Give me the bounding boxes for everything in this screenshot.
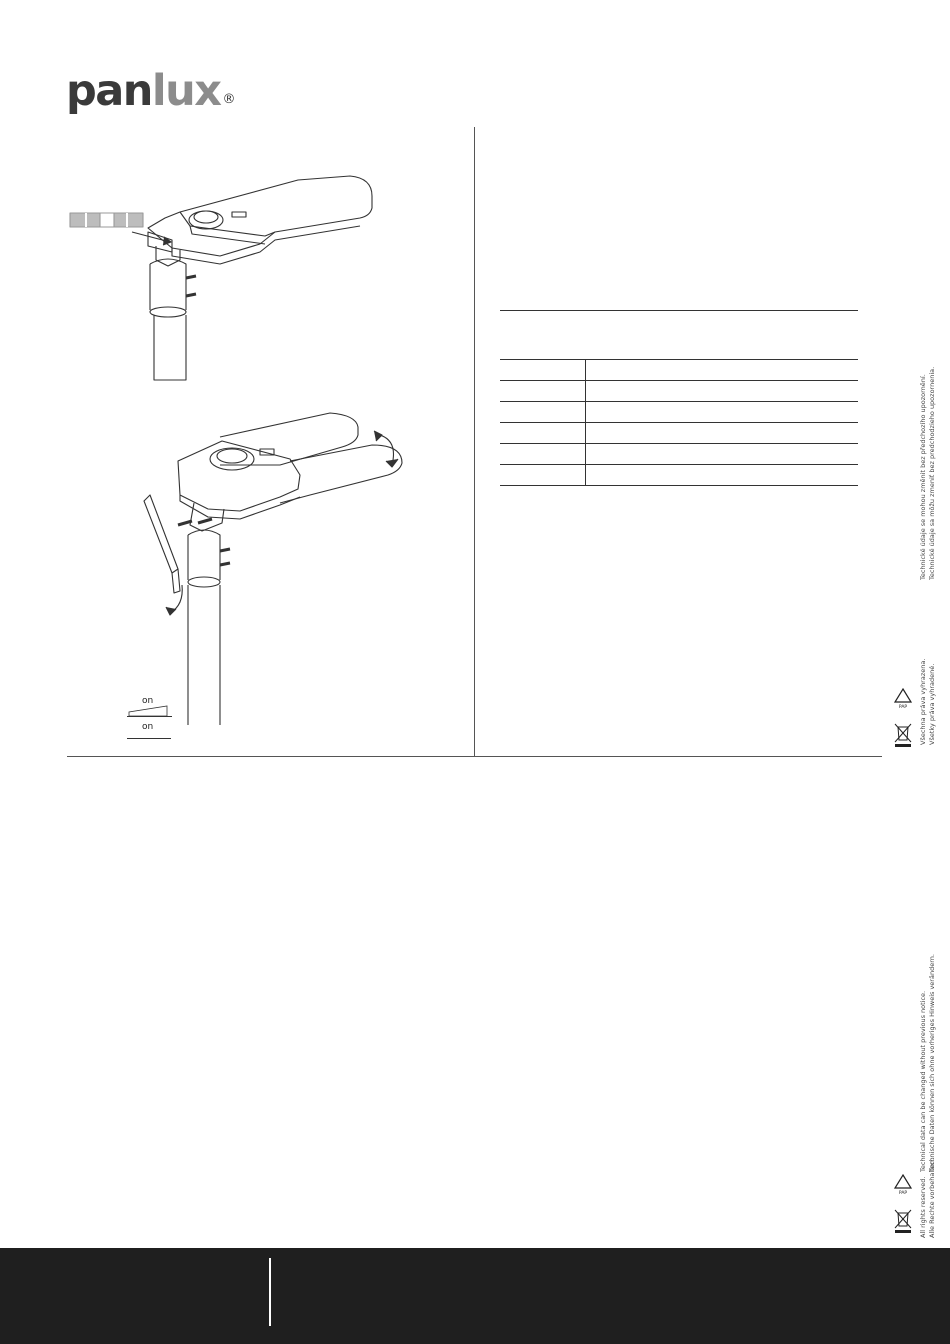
weee-crossed-bin-icon — [893, 722, 913, 748]
spec-table-row — [500, 402, 858, 423]
spec-value-cell — [586, 423, 859, 444]
spec-table-row — [500, 465, 858, 486]
spec-value-cell — [586, 360, 859, 381]
spec-table-row — [500, 423, 858, 444]
svg-text:PAP: PAP — [898, 705, 908, 710]
svg-text:PAP: PAP — [898, 1191, 908, 1196]
switch-position-icon — [127, 704, 172, 718]
switch-on-label-bottom: on — [142, 722, 154, 732]
spec-value-cell — [586, 402, 859, 423]
spec-table — [500, 359, 858, 486]
spec-title-rule — [500, 310, 858, 311]
tech-data-notice-en: Technical data can be changed without previous notice. — [919, 990, 927, 1172]
brand-name-part1: pan — [66, 66, 152, 116]
spec-table-row — [500, 381, 858, 402]
column-divider — [474, 127, 475, 757]
spec-label-cell — [500, 360, 586, 381]
section-divider — [67, 756, 882, 757]
rights-notice-cz: Všechna práva vyhrazena. — [919, 658, 927, 745]
brand-logo — [66, 66, 236, 116]
spec-table-row — [500, 444, 858, 465]
spec-value-cell — [586, 381, 859, 402]
spec-value-cell — [586, 465, 859, 486]
spec-label-cell — [500, 444, 586, 465]
footer-divider — [269, 1258, 271, 1326]
spec-table-row — [500, 360, 858, 381]
switch-off-line — [127, 738, 171, 739]
registered-mark: ® — [222, 92, 236, 107]
rights-notice-de: Alle Rechte vorbehalten. — [928, 1158, 936, 1238]
recycle-pap-icon — [891, 1172, 915, 1196]
tech-data-notice-sk: Technické údaje sa môžu zmeniť bez predchodzieho upozornenia. — [928, 366, 936, 580]
spec-label-cell — [500, 465, 586, 486]
spec-label-cell — [500, 381, 586, 402]
level-mounting-illustration — [60, 170, 390, 385]
footer-band — [0, 1248, 950, 1344]
switch-on-label-top: on — [142, 696, 154, 706]
rights-notice-sk: Všetky práva vyhradené. — [928, 663, 936, 745]
weee-crossed-bin-icon — [893, 1208, 913, 1234]
tilt-adjustment-illustration — [130, 405, 430, 725]
spec-label-cell — [500, 402, 586, 423]
tech-data-notice-de: Technische Daten können sich ohne vorheriges Hinweis verändern. — [928, 954, 936, 1172]
rights-notice-en: All rights reserved. — [919, 1176, 927, 1238]
recycle-pap-icon — [891, 686, 915, 710]
brand-name-part2: lux — [151, 66, 221, 116]
spec-value-cell — [586, 444, 859, 465]
spec-label-cell — [500, 423, 586, 444]
tech-data-notice-cz: Technické údaje se mohou změnit bez předchozího upozornění. — [919, 374, 927, 580]
